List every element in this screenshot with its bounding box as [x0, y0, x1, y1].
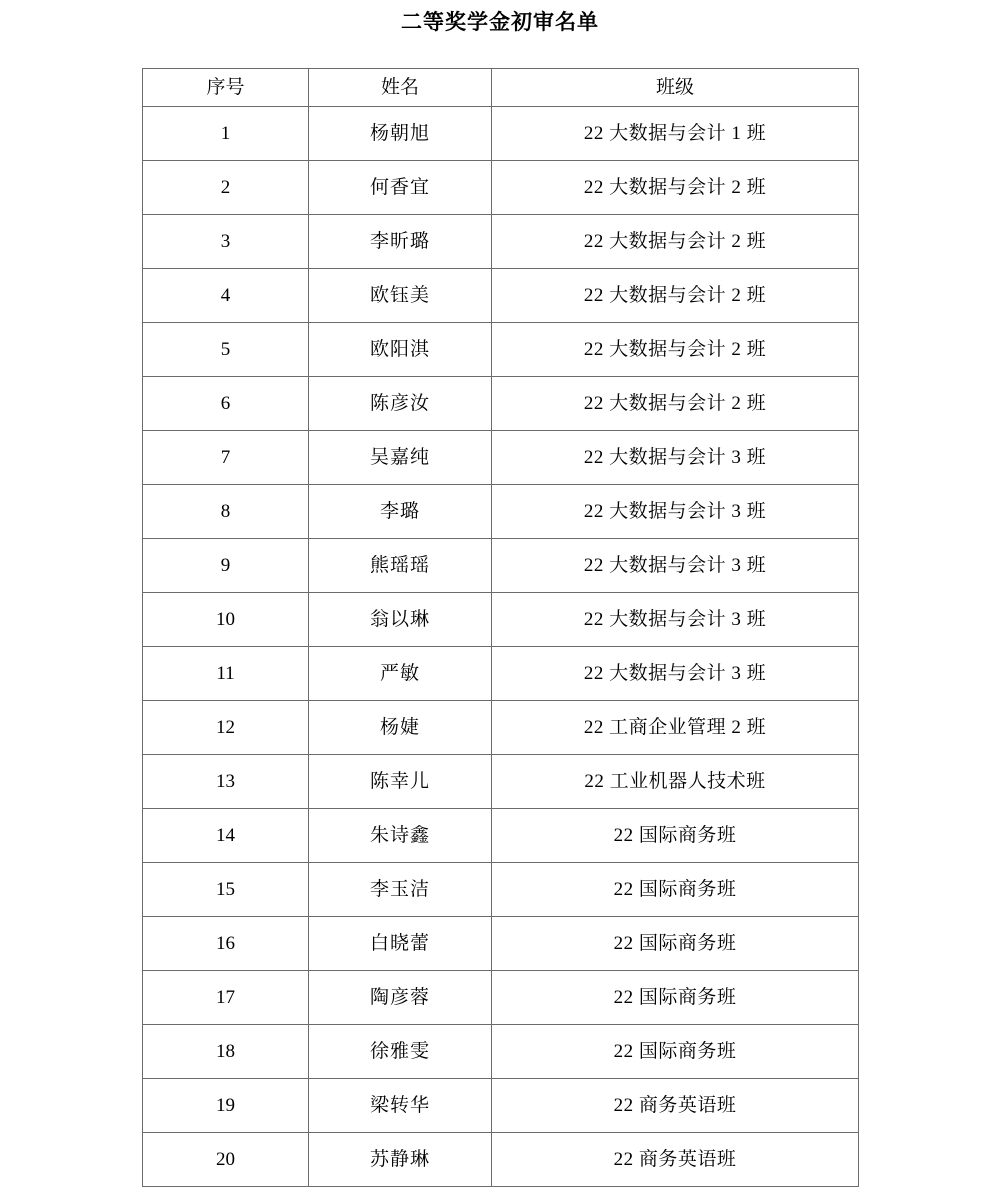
cell-student-name: 李昕璐 [309, 215, 492, 269]
cell-class: 22 大数据与会计 3 班 [492, 647, 859, 701]
table-row [143, 215, 859, 269]
cell-student-name: 欧钰美 [309, 269, 492, 323]
table-row [143, 593, 859, 647]
table-row [143, 539, 859, 593]
cell-class: 22 工商企业管理 2 班 [492, 701, 859, 755]
cell-student-name: 吴嘉纯 [309, 431, 492, 485]
cell-sequence: 8 [143, 485, 309, 539]
cell-class: 22 大数据与会计 3 班 [492, 431, 859, 485]
cell-student-name: 白晓蕾 [309, 917, 492, 971]
cell-sequence: 4 [143, 269, 309, 323]
cell-sequence: 14 [143, 809, 309, 863]
cell-student-name: 欧阳淇 [309, 323, 492, 377]
cell-sequence: 1 [143, 107, 309, 161]
table-header-row [143, 69, 859, 107]
table-row [143, 863, 859, 917]
cell-class: 22 大数据与会计 2 班 [492, 215, 859, 269]
table-row [143, 269, 859, 323]
cell-sequence: 6 [143, 377, 309, 431]
cell-sequence: 17 [143, 971, 309, 1025]
cell-student-name: 翁以琳 [309, 593, 492, 647]
cell-sequence: 13 [143, 755, 309, 809]
cell-student-name: 李璐 [309, 485, 492, 539]
cell-student-name: 何香宜 [309, 161, 492, 215]
cell-student-name: 徐雅雯 [309, 1025, 492, 1079]
cell-class: 22 国际商务班 [492, 863, 859, 917]
table-row [143, 971, 859, 1025]
column-header-name: 姓名 [309, 69, 492, 107]
cell-student-name: 李玉洁 [309, 863, 492, 917]
cell-student-name: 陶彦蓉 [309, 971, 492, 1025]
cell-class: 22 大数据与会计 3 班 [492, 539, 859, 593]
cell-student-name: 熊瑶瑶 [309, 539, 492, 593]
cell-sequence: 12 [143, 701, 309, 755]
cell-sequence: 10 [143, 593, 309, 647]
cell-sequence: 19 [143, 1079, 309, 1133]
table-row [143, 647, 859, 701]
scholarship-roster-table [142, 68, 859, 1187]
cell-sequence: 3 [143, 215, 309, 269]
roster-table-container [142, 68, 858, 1187]
cell-class: 22 大数据与会计 1 班 [492, 107, 859, 161]
table-row [143, 917, 859, 971]
column-header-sequence: 序号 [143, 69, 309, 107]
cell-student-name: 陈彦汝 [309, 377, 492, 431]
cell-sequence: 7 [143, 431, 309, 485]
cell-sequence: 16 [143, 917, 309, 971]
cell-class: 22 国际商务班 [492, 1025, 859, 1079]
cell-class: 22 国际商务班 [492, 971, 859, 1025]
table-header [143, 69, 859, 107]
cell-class: 22 大数据与会计 3 班 [492, 593, 859, 647]
cell-class: 22 大数据与会计 2 班 [492, 161, 859, 215]
table-row [143, 1079, 859, 1133]
table-row [143, 431, 859, 485]
table-row [143, 755, 859, 809]
table-row [143, 161, 859, 215]
cell-class: 22 商务英语班 [492, 1079, 859, 1133]
table-row [143, 107, 859, 161]
table-body [143, 107, 859, 1187]
cell-class: 22 国际商务班 [492, 917, 859, 971]
cell-class: 22 大数据与会计 3 班 [492, 485, 859, 539]
table-row [143, 1133, 859, 1187]
cell-student-name: 严敏 [309, 647, 492, 701]
cell-student-name: 苏静琳 [309, 1133, 492, 1187]
table-row [143, 701, 859, 755]
cell-student-name: 杨朝旭 [309, 107, 492, 161]
cell-sequence: 5 [143, 323, 309, 377]
cell-student-name: 梁转华 [309, 1079, 492, 1133]
cell-class: 22 工业机器人技术班 [492, 755, 859, 809]
table-row [143, 485, 859, 539]
cell-class: 22 商务英语班 [492, 1133, 859, 1187]
cell-class: 22 大数据与会计 2 班 [492, 269, 859, 323]
cell-sequence: 2 [143, 161, 309, 215]
cell-student-name: 朱诗鑫 [309, 809, 492, 863]
cell-student-name: 杨婕 [309, 701, 492, 755]
cell-class: 22 国际商务班 [492, 809, 859, 863]
table-row [143, 1025, 859, 1079]
cell-sequence: 15 [143, 863, 309, 917]
cell-sequence: 18 [143, 1025, 309, 1079]
cell-student-name: 陈幸儿 [309, 755, 492, 809]
cell-class: 22 大数据与会计 2 班 [492, 377, 859, 431]
table-row [143, 377, 859, 431]
column-header-class: 班级 [492, 69, 859, 107]
cell-sequence: 20 [143, 1133, 309, 1187]
table-row [143, 809, 859, 863]
page-title: 二等奖学金初审名单 [401, 11, 599, 34]
table-row [143, 323, 859, 377]
cell-sequence: 9 [143, 539, 309, 593]
cell-class: 22 大数据与会计 2 班 [492, 323, 859, 377]
cell-sequence: 11 [143, 647, 309, 701]
